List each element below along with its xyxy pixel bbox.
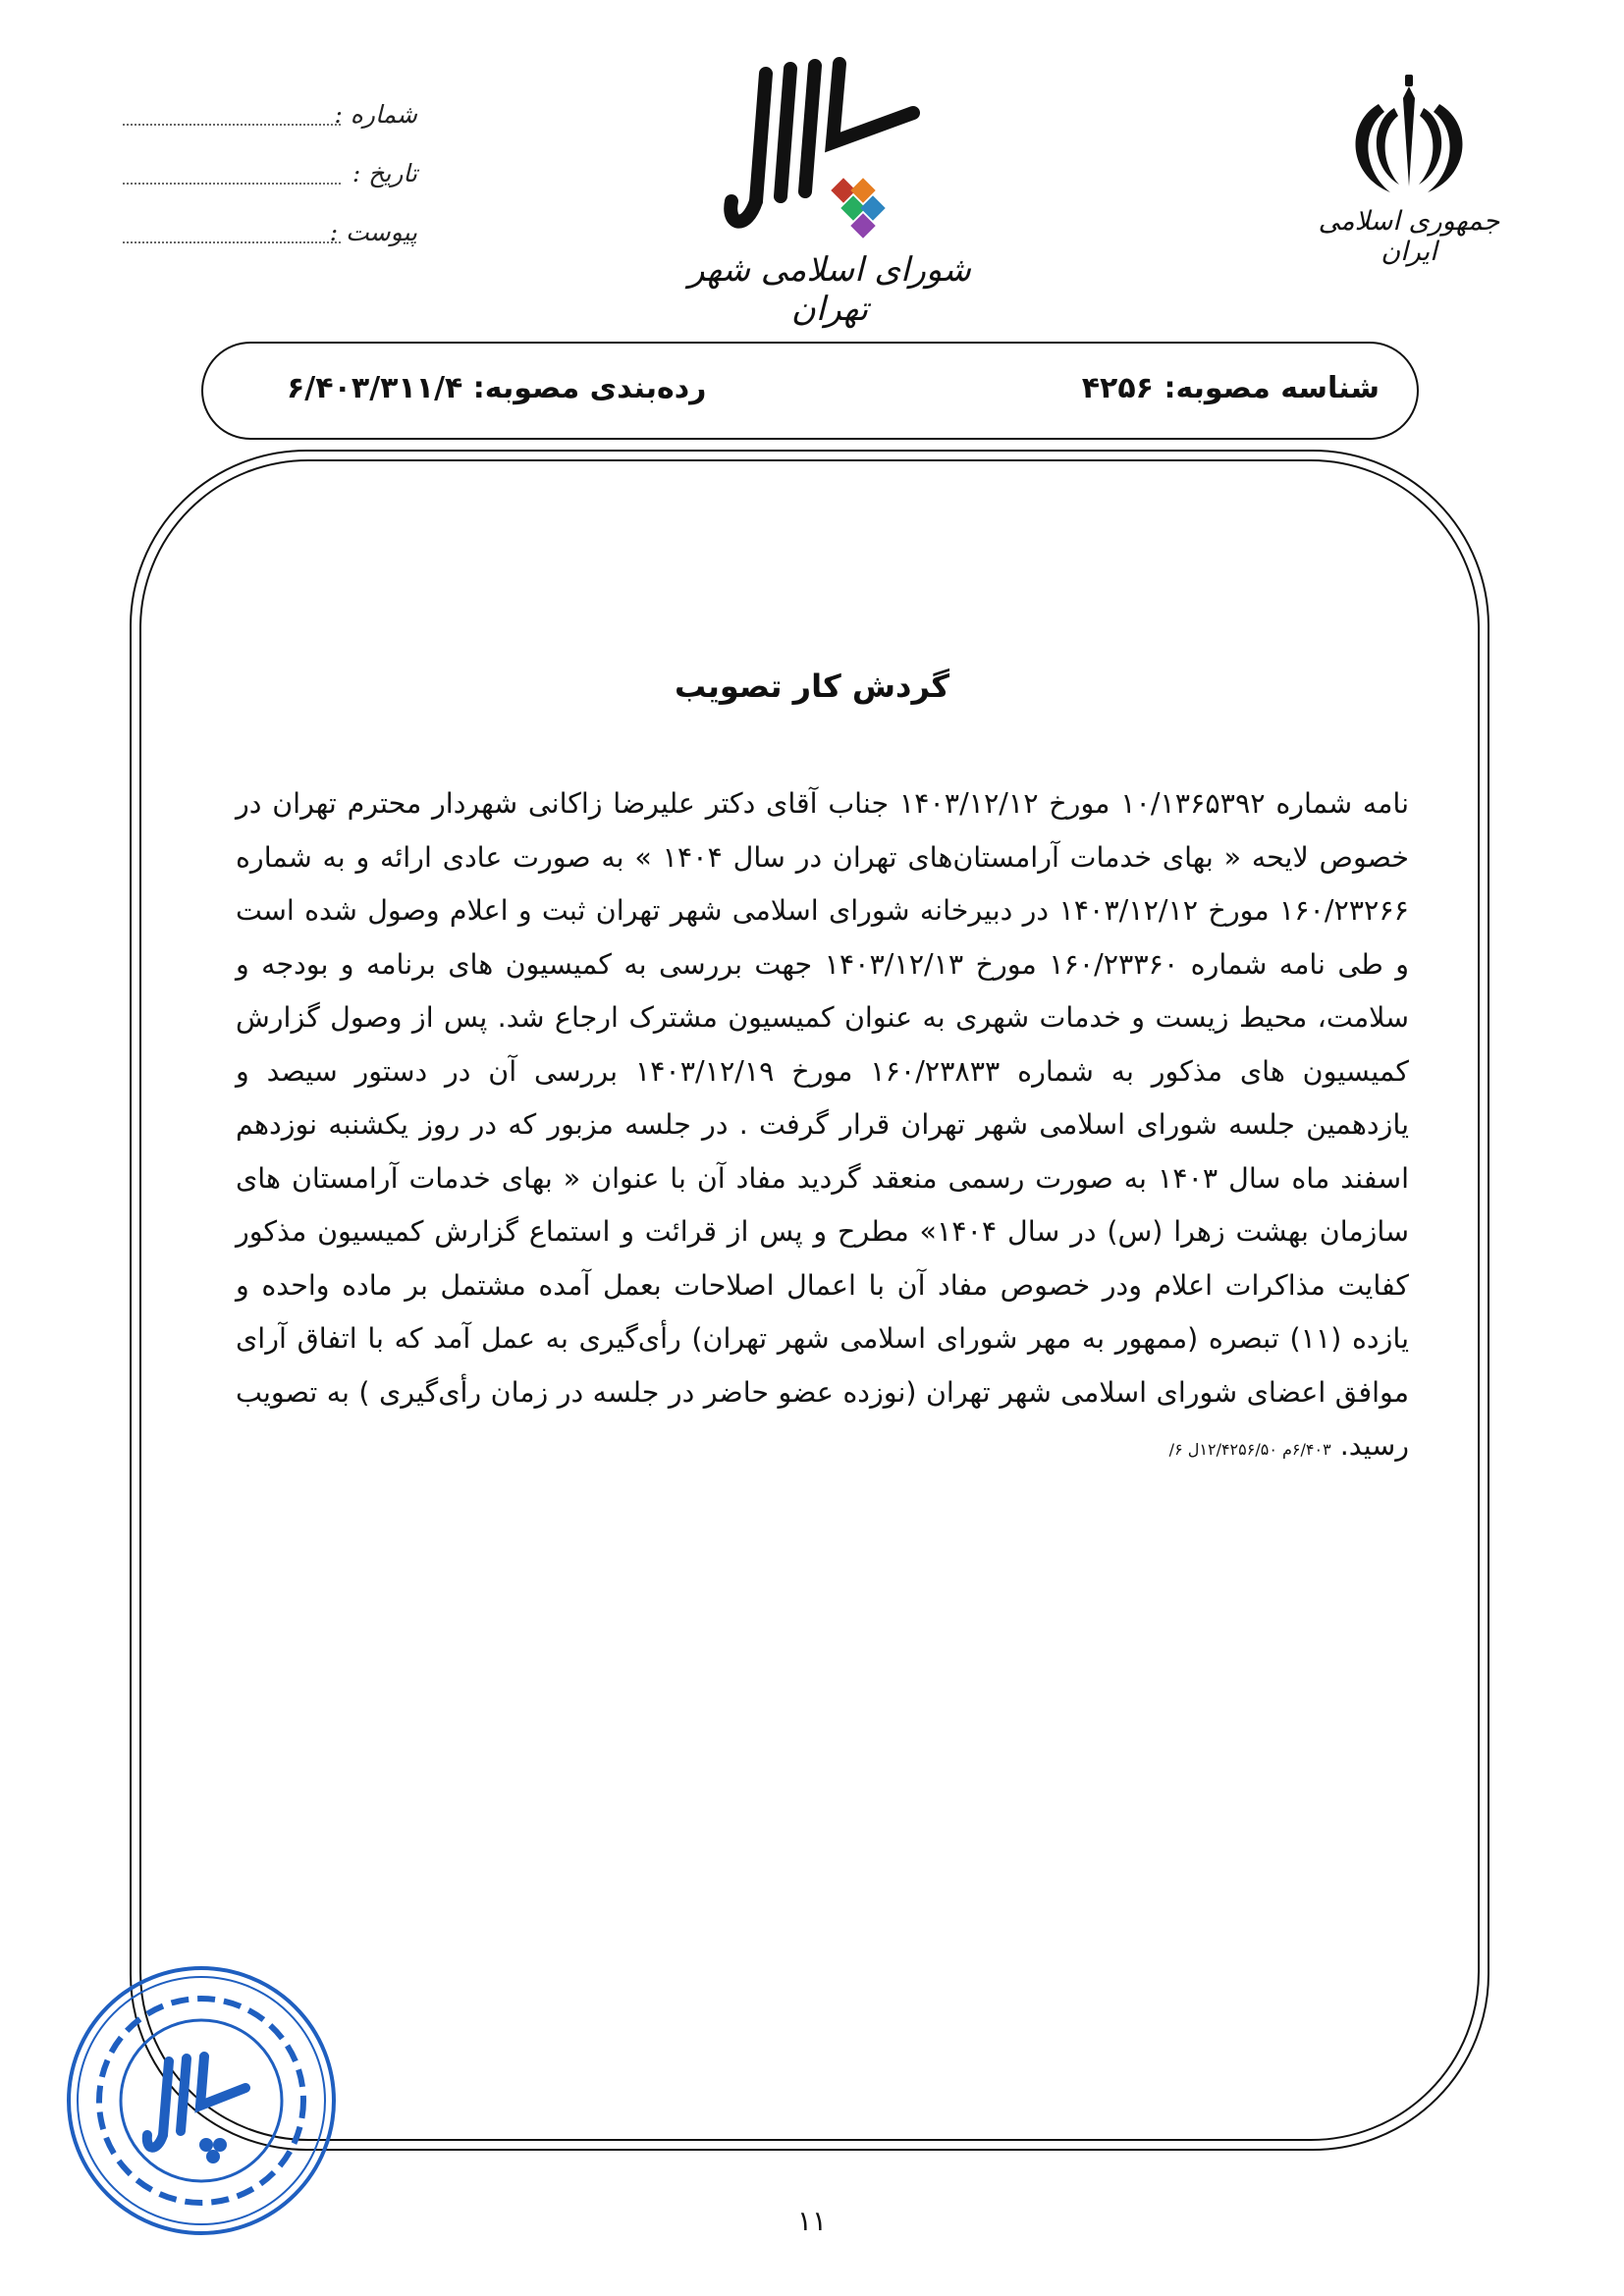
approval-bar: [201, 342, 1419, 440]
official-stamp: [59, 1958, 344, 2243]
approval-classification: رده‌بندی مصوبه: ۶/۴۰۳/۳۱۱/۴: [287, 371, 707, 405]
approval-id: شناسه مصوبه: ۴۲۵۶: [1081, 371, 1380, 405]
document-body: [236, 777, 1409, 1477]
number-dotted-line: [123, 124, 341, 126]
attachment-dotted-line: [123, 241, 341, 243]
date-dotted-line: [123, 183, 341, 185]
body-paragraph: نامه شماره ۱۰/۱۳۶۵۳۹۲ مورخ ۱۴۰۳/۱۲/۱۲ جناب آقای دکتر علیرضا زاکانی شهردار محترم تهران در خصوص لایحه « بهای خدمات آرامستان‌های تهران در سال ۱۴۰۴ » به صورت عادی ارائه و به شماره ۱۶۰/۲۳۲۶۶ مورخ ۱۴۰۳/۱۲/۱۲ در دبیرخانه شورای اسلامی شهر تهران ثبت و اعلام وصول شده است و طی نامه شماره ۱۶۰/۲۳۳۶۰ مورخ ۱۴۰۳/۱۲/۱۳ جهت بررسی به کمیسیون های برنامه و بودجه و سلامت، محیط زیست و خدمات شهری به عنوان کمیسیون مشترک ارجاع شد. پس از وصول گزارش کمیسیون های مذکور به شماره ۱۶۰/۲۳۸۳۳ مورخ ۱۴۰۳/۱۲/۱۹ بررسی آن در دستور سیصد و یازدهمین جلسه شورای اسلامی شهر تهران قرار گرفت . در جلسه مزبور که در روز یکشنبه نوزدهم اسفند ماه سال ۱۴۰۳ به صورت رسمی منعقد گردید مفاد آن با عنوان « بهای خدمات آرامستان های سازمان بهشت زهرا (س) در سال ۱۴۰۴» مطرح و پس از قرائت و استماع گزارش کمیسیون مذکور کفایت مذاکرات اعلام ودر خصوص مفاد آن با اعمال اصلاحات بعمل آمده مشتمل بر ماده واحده و یازده (۱۱) تبصره (ممهور به مهر شورای اسلامی شهر تهران) رأی‌گیری به عمل آمد که با اتفاق آرای موافق اعضای شورای اسلامی شهر تهران (نوزده عضو حاضر در جلسه در زمان رأی‌گیری ) به تصویب رسید.: [236, 787, 1410, 1462]
iran-emblem-icon: [1316, 69, 1502, 206]
council-logo: [687, 54, 972, 329]
date-field: [123, 155, 417, 194]
document-title: گردش کار تصویب: [675, 667, 949, 705]
logo-caption: شورای اسلامی شهر تهران: [688, 250, 971, 329]
emblem-caption: جمهوری اسلامی ایران: [1318, 206, 1500, 267]
council-logo-icon: [687, 54, 972, 250]
iran-emblem: [1316, 69, 1502, 265]
page-number: ۱۱: [796, 2205, 828, 2237]
date-label: تاریخ :: [352, 159, 417, 187]
stamp-seal-icon: [59, 1958, 344, 2243]
attachment-label: پیوست :: [329, 218, 417, 246]
body-tail-code: ۶/۴۰۳م ۱۲/۴۲۵۶/۵۰ل ۶/: [1168, 1440, 1331, 1459]
attachment-field: [123, 214, 417, 253]
number-label: شماره :: [334, 100, 417, 129]
number-field: [123, 96, 417, 135]
